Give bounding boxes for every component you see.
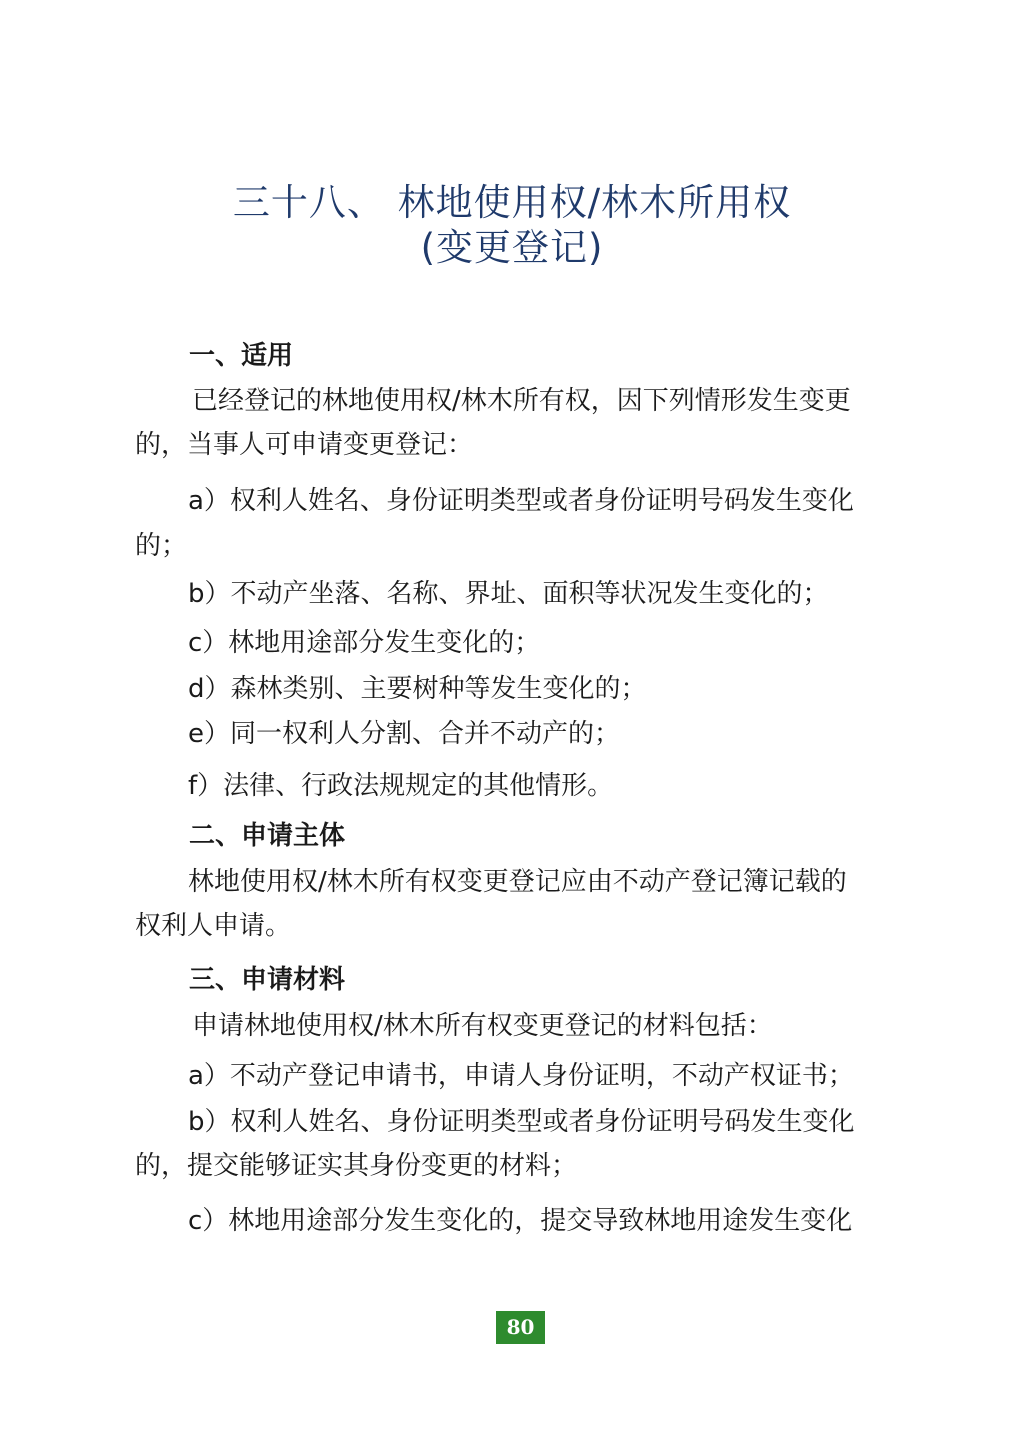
list-item: 的，提交能够证实其身份变更的材料；: [135, 1151, 578, 1181]
list-item: a）不动产登记申请书，申请人身份证明，不动产权证书；: [188, 1061, 854, 1091]
applicant-line2: 权利人申请。: [135, 911, 292, 941]
list-item: c）林地用途部分发生变化的，提交导致林地用途发生变化: [188, 1206, 853, 1236]
applicability-intro-line2: 的，当事人可申请变更登记：: [135, 430, 474, 460]
list-item: a）权利人姓名、身份证明类型或者身份证明号码发生变化: [188, 486, 854, 516]
applicability-intro-line1: 已经登记的林地使用权/林木所有权，因下列情形发生变更: [192, 386, 851, 416]
page-number-badge: 80: [496, 1311, 545, 1344]
section-heading-applicant: 二、申请主体: [189, 821, 346, 851]
section-heading-materials: 三、申请材料: [189, 965, 346, 995]
list-item: e）同一权利人分割、合并不动产的；: [188, 719, 620, 749]
list-item: b）不动产坐落、名称、界址、面积等状况发生变化的；: [188, 579, 829, 609]
list-item: f）法律、行政法规规定的其他情形。: [188, 771, 614, 801]
materials-intro: 申请林地使用权/林木所有权变更登记的材料包括：: [192, 1011, 773, 1041]
applicant-line1: 林地使用权/林木所有权变更登记应由不动产登记簿记载的: [188, 867, 847, 897]
page-title-line1: 三十八、 林地使用权/林木所用权: [232, 181, 792, 224]
list-item: 的；: [135, 531, 188, 561]
list-item: d）森林类别、主要树种等发生变化的；: [188, 674, 647, 704]
list-item: b）权利人姓名、身份证明类型或者身份证明号码发生变化: [188, 1107, 855, 1137]
list-item: c）林地用途部分发生变化的；: [188, 628, 541, 658]
page-title-line2: (变更登记): [420, 226, 604, 269]
section-heading-applicability: 一、适用: [189, 341, 294, 371]
